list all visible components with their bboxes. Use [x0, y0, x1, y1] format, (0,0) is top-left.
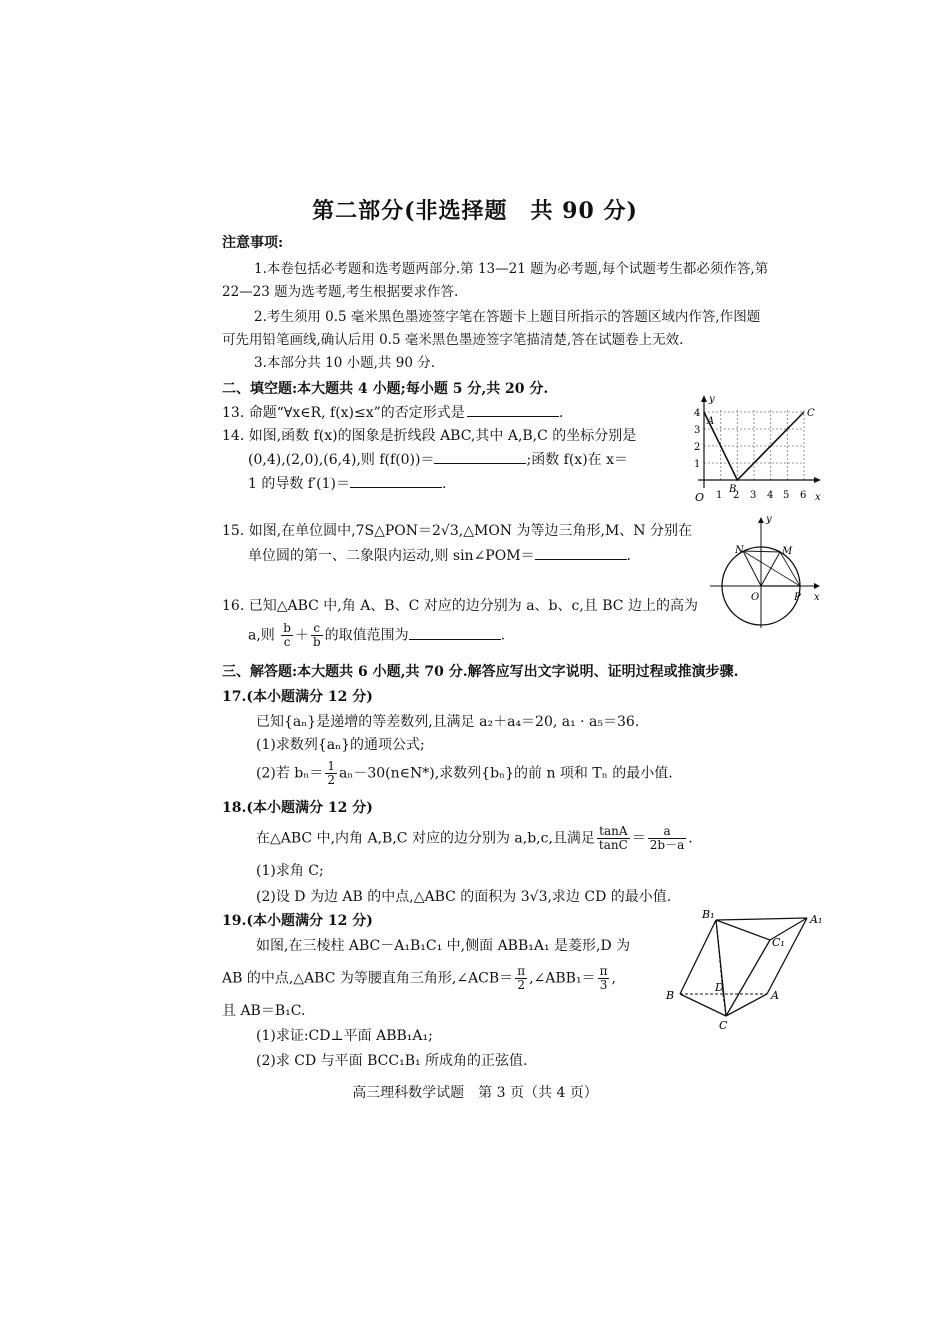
question-13-text: 13. 命题“∀x∈R, f(x)≤x”的否定形式是 — [222, 405, 465, 421]
question-18-part-2: (2)设 D 为边 AB 的中点,△ABC 的面积为 3√3,求边 CD 的最小值. — [256, 889, 672, 905]
figure-q19-prism — [664, 906, 829, 1034]
y-tick-4: 4 — [694, 408, 701, 419]
x-axis-arrow — [814, 477, 821, 483]
frac-num-pi-1: π — [517, 964, 526, 978]
question-16-line-2-c: . — [500, 627, 506, 644]
notes-item-2-line-2: 可先用铅笔画线,确认后用 0.5 毫米黑色墨迹签字笔描清楚,答在试题卷上无效. — [222, 332, 684, 348]
frac-num-b: b — [283, 621, 291, 635]
question-15-line-1: 15. 如图,在单位圆中,7S△PON＝2√3,△MON 为等边三角形,M、N 分别在 — [222, 523, 692, 539]
frac-num-a: a — [648, 825, 686, 839]
question-19-line-1: 如图,在三棱柱 ABC－A₁B₁C₁ 中,侧面 ABB₁A₁ 是菱形,D 为 — [256, 938, 631, 954]
question-19-line-2 — [222, 965, 616, 992]
x-tick-4: 4 — [767, 490, 774, 501]
question-14-line-2 — [248, 449, 628, 469]
q14-origin-label: O — [695, 491, 705, 504]
notes-item-2-line-1: 2.考生须用 0.5 毫米黑色墨迹签字笔在答题卡上题目所指示的答题区域内作答,作图题 — [254, 309, 761, 325]
question-13-end: . — [558, 405, 564, 421]
x-tick-1: 1 — [716, 490, 723, 501]
question-15-line-2 — [248, 545, 631, 565]
answer-blank-16[interactable] — [409, 638, 501, 640]
answer-blank-14a[interactable] — [434, 462, 526, 464]
question-17-part-2-a: (2)若 bₙ＝ — [256, 765, 324, 782]
fraction-tana-over-tanc — [597, 825, 630, 852]
question-14-line-2-a: (0,4),(2,0),(6,4),则 f(f(0))＝ — [248, 452, 435, 468]
frac-den-2-q19: 2 — [517, 978, 525, 992]
label-a1: A₁ — [810, 913, 823, 926]
answer-blank-15[interactable] — [535, 558, 627, 560]
page-title: 第二部分(非选择题 共 90 分) — [312, 198, 638, 224]
question-17-stem: 已知{aₙ}是递增的等差数列,且满足 a₂＋a₄＝20, a₁ · a₅＝36. — [256, 714, 640, 730]
question-19-line-2-a: AB 的中点,△ABC 为等腰直角三角形,∠ACB＝ — [222, 970, 514, 987]
edge-b1-a1 — [716, 918, 807, 920]
notes-item-1-line-2: 22—23 题为选考题,考生根据要求作答. — [222, 284, 459, 300]
fraction-pi-over-3 — [598, 965, 610, 992]
page-footer: 高三理科数学试题 第 3 页（共 4 页） — [352, 1085, 598, 1101]
question-19-part-2: (2)求 CD 与平面 BCC₁B₁ 所成角的正弦值. — [256, 1053, 528, 1069]
question-19-line-2-c: , — [611, 970, 616, 987]
label-c: C — [719, 1019, 728, 1032]
q15-o-label: O — [751, 592, 760, 603]
equals-sign: ＝ — [631, 830, 646, 847]
fraction-b-over-c — [281, 622, 293, 649]
question-18-stem-a: 在△ABC 中,内角 A,B,C 对应的边分别为 a,b,c,且满足 — [256, 830, 595, 847]
fraction-pi-over-2 — [515, 965, 527, 992]
fraction-a-over-2b-minus-a — [648, 825, 686, 852]
segment-mp — [780, 552, 800, 586]
y-axis-arrow — [701, 395, 707, 402]
question-17-part-2 — [256, 760, 673, 787]
frac-num-tana: tanA — [597, 825, 630, 839]
frac-den-3: 3 — [599, 978, 608, 992]
notes-item-1-line-1: 1.本卷包括必考题和选考题两部分.第 13—21 题为必考题,每个试题考生都必须作答,第 — [254, 261, 769, 277]
q14-point-c-label: C — [807, 408, 815, 419]
question-14-line-3-a: 1 的导数 f′(1)＝ — [248, 476, 350, 492]
frac-num-c: c — [311, 622, 323, 636]
question-14-line-1: 14. 如图,函数 f(x)的图象是折线段 ABC,其中 A,B,C 的坐标分别是 — [222, 428, 637, 444]
answer-blank-14b[interactable] — [350, 486, 442, 488]
fraction-one-half — [325, 760, 337, 787]
question-13 — [222, 402, 563, 422]
question-17-head: 17.(本小题满分 12 分) — [222, 689, 373, 705]
notes-heading: 注意事项: — [222, 235, 284, 251]
frac-num-1: 1 — [327, 759, 335, 773]
question-18-head: 18.(本小题满分 12 分) — [222, 800, 373, 816]
figure-q14-graph — [690, 392, 824, 508]
frac-num-pi-2: π — [599, 964, 608, 978]
question-17-part-1: (1)求数列{aₙ}的通项公式; — [256, 737, 425, 753]
q14-x-axis-label: x — [815, 492, 821, 503]
question-19-head: 19.(本小题满分 12 分) — [222, 913, 373, 929]
label-b: B — [666, 989, 675, 1002]
question-19-line-2-b: ,∠ABB₁＝ — [529, 970, 596, 987]
question-16-line-1: 16. 已知△ABC 中,角 A、B、C 对应的边分别为 a、b、c,且 BC 边上的高为 — [222, 598, 698, 614]
edge-b-c — [680, 994, 726, 1016]
question-15-line-2-a: 单位圆的第一、二象限内运动,则 sin∠POM＝ — [248, 548, 535, 564]
question-19-part-1: (1)求证:CD⊥平面 ABB₁A₁; — [256, 1028, 433, 1044]
q14-point-b-label: B — [729, 484, 737, 495]
edge-b1-c1 — [716, 920, 770, 940]
question-14-line-2-b: ;函数 f(x)在 x＝ — [526, 452, 628, 468]
q15-x-label: x — [814, 592, 820, 603]
q15-y-axis-arrow — [758, 517, 764, 523]
q15-x-axis-arrow — [814, 583, 820, 589]
label-c1: C₁ — [772, 936, 785, 949]
q15-m-label: M — [782, 546, 793, 557]
fraction-c-over-b — [311, 622, 323, 649]
frac-den-tanc: tanC — [598, 838, 628, 852]
frac-den-c: c — [283, 635, 291, 649]
question-16-line-2-a: a,则 — [248, 627, 275, 644]
question-14-line-3 — [248, 473, 446, 493]
frac-den-2b-minus-a: 2b－a — [649, 838, 685, 852]
x-tick-2: 2 — [733, 490, 740, 501]
question-19-line-3: 且 AB＝B₁C. — [222, 1003, 306, 1019]
y-tick-1: 1 — [694, 459, 701, 470]
notes-item-3: 3.本部分共 10 小题,共 90 分. — [254, 355, 435, 371]
y-tick-2: 2 — [694, 442, 701, 453]
question-14-line-3-b: . — [442, 476, 447, 492]
edge-b1-b — [680, 920, 716, 994]
question-16-line-2-b: 的取值范围为 — [324, 627, 409, 644]
q15-y-label: y — [766, 514, 772, 525]
x-tick-6: 6 — [800, 490, 807, 501]
x-tick-5: 5 — [783, 490, 790, 501]
question-17-part-2-b: aₙ－30(n∈N*),求数列{bₙ}的前 n 项和 Tₙ 的最小值. — [338, 765, 673, 782]
q15-n-label: N — [735, 545, 744, 556]
question-18-stem — [256, 825, 693, 852]
label-d: D — [715, 981, 724, 994]
question-15-line-2-b: . — [626, 548, 631, 564]
answer-blank-13[interactable] — [467, 415, 559, 417]
label-a: A — [771, 989, 779, 1002]
question-18-part-1: (1)求角 C; — [256, 863, 324, 879]
q14-y-axis-label: y — [709, 394, 715, 405]
figure-q15-unit-circle — [706, 512, 824, 630]
section-3-header: 三、解答题:本大题共 6 小题,共 70 分.解答应写出文字说明、证明过程或推演步骤. — [222, 664, 739, 680]
question-18-stem-b: . — [688, 830, 693, 847]
x-tick-3: 3 — [750, 490, 757, 501]
plus-sign: ＋ — [294, 627, 309, 644]
section-2-header: 二、填空题:本大题共 4 小题;每小题 5 分,共 20 分. — [222, 381, 549, 397]
q14-point-a-label: A — [707, 416, 715, 427]
label-b1: B₁ — [702, 908, 715, 921]
frac-den-2: 2 — [327, 773, 335, 787]
q15-p-label: P — [794, 592, 801, 603]
frac-den-b: b — [312, 635, 321, 649]
question-16-line-2 — [248, 622, 505, 649]
y-tick-3: 3 — [694, 425, 701, 436]
